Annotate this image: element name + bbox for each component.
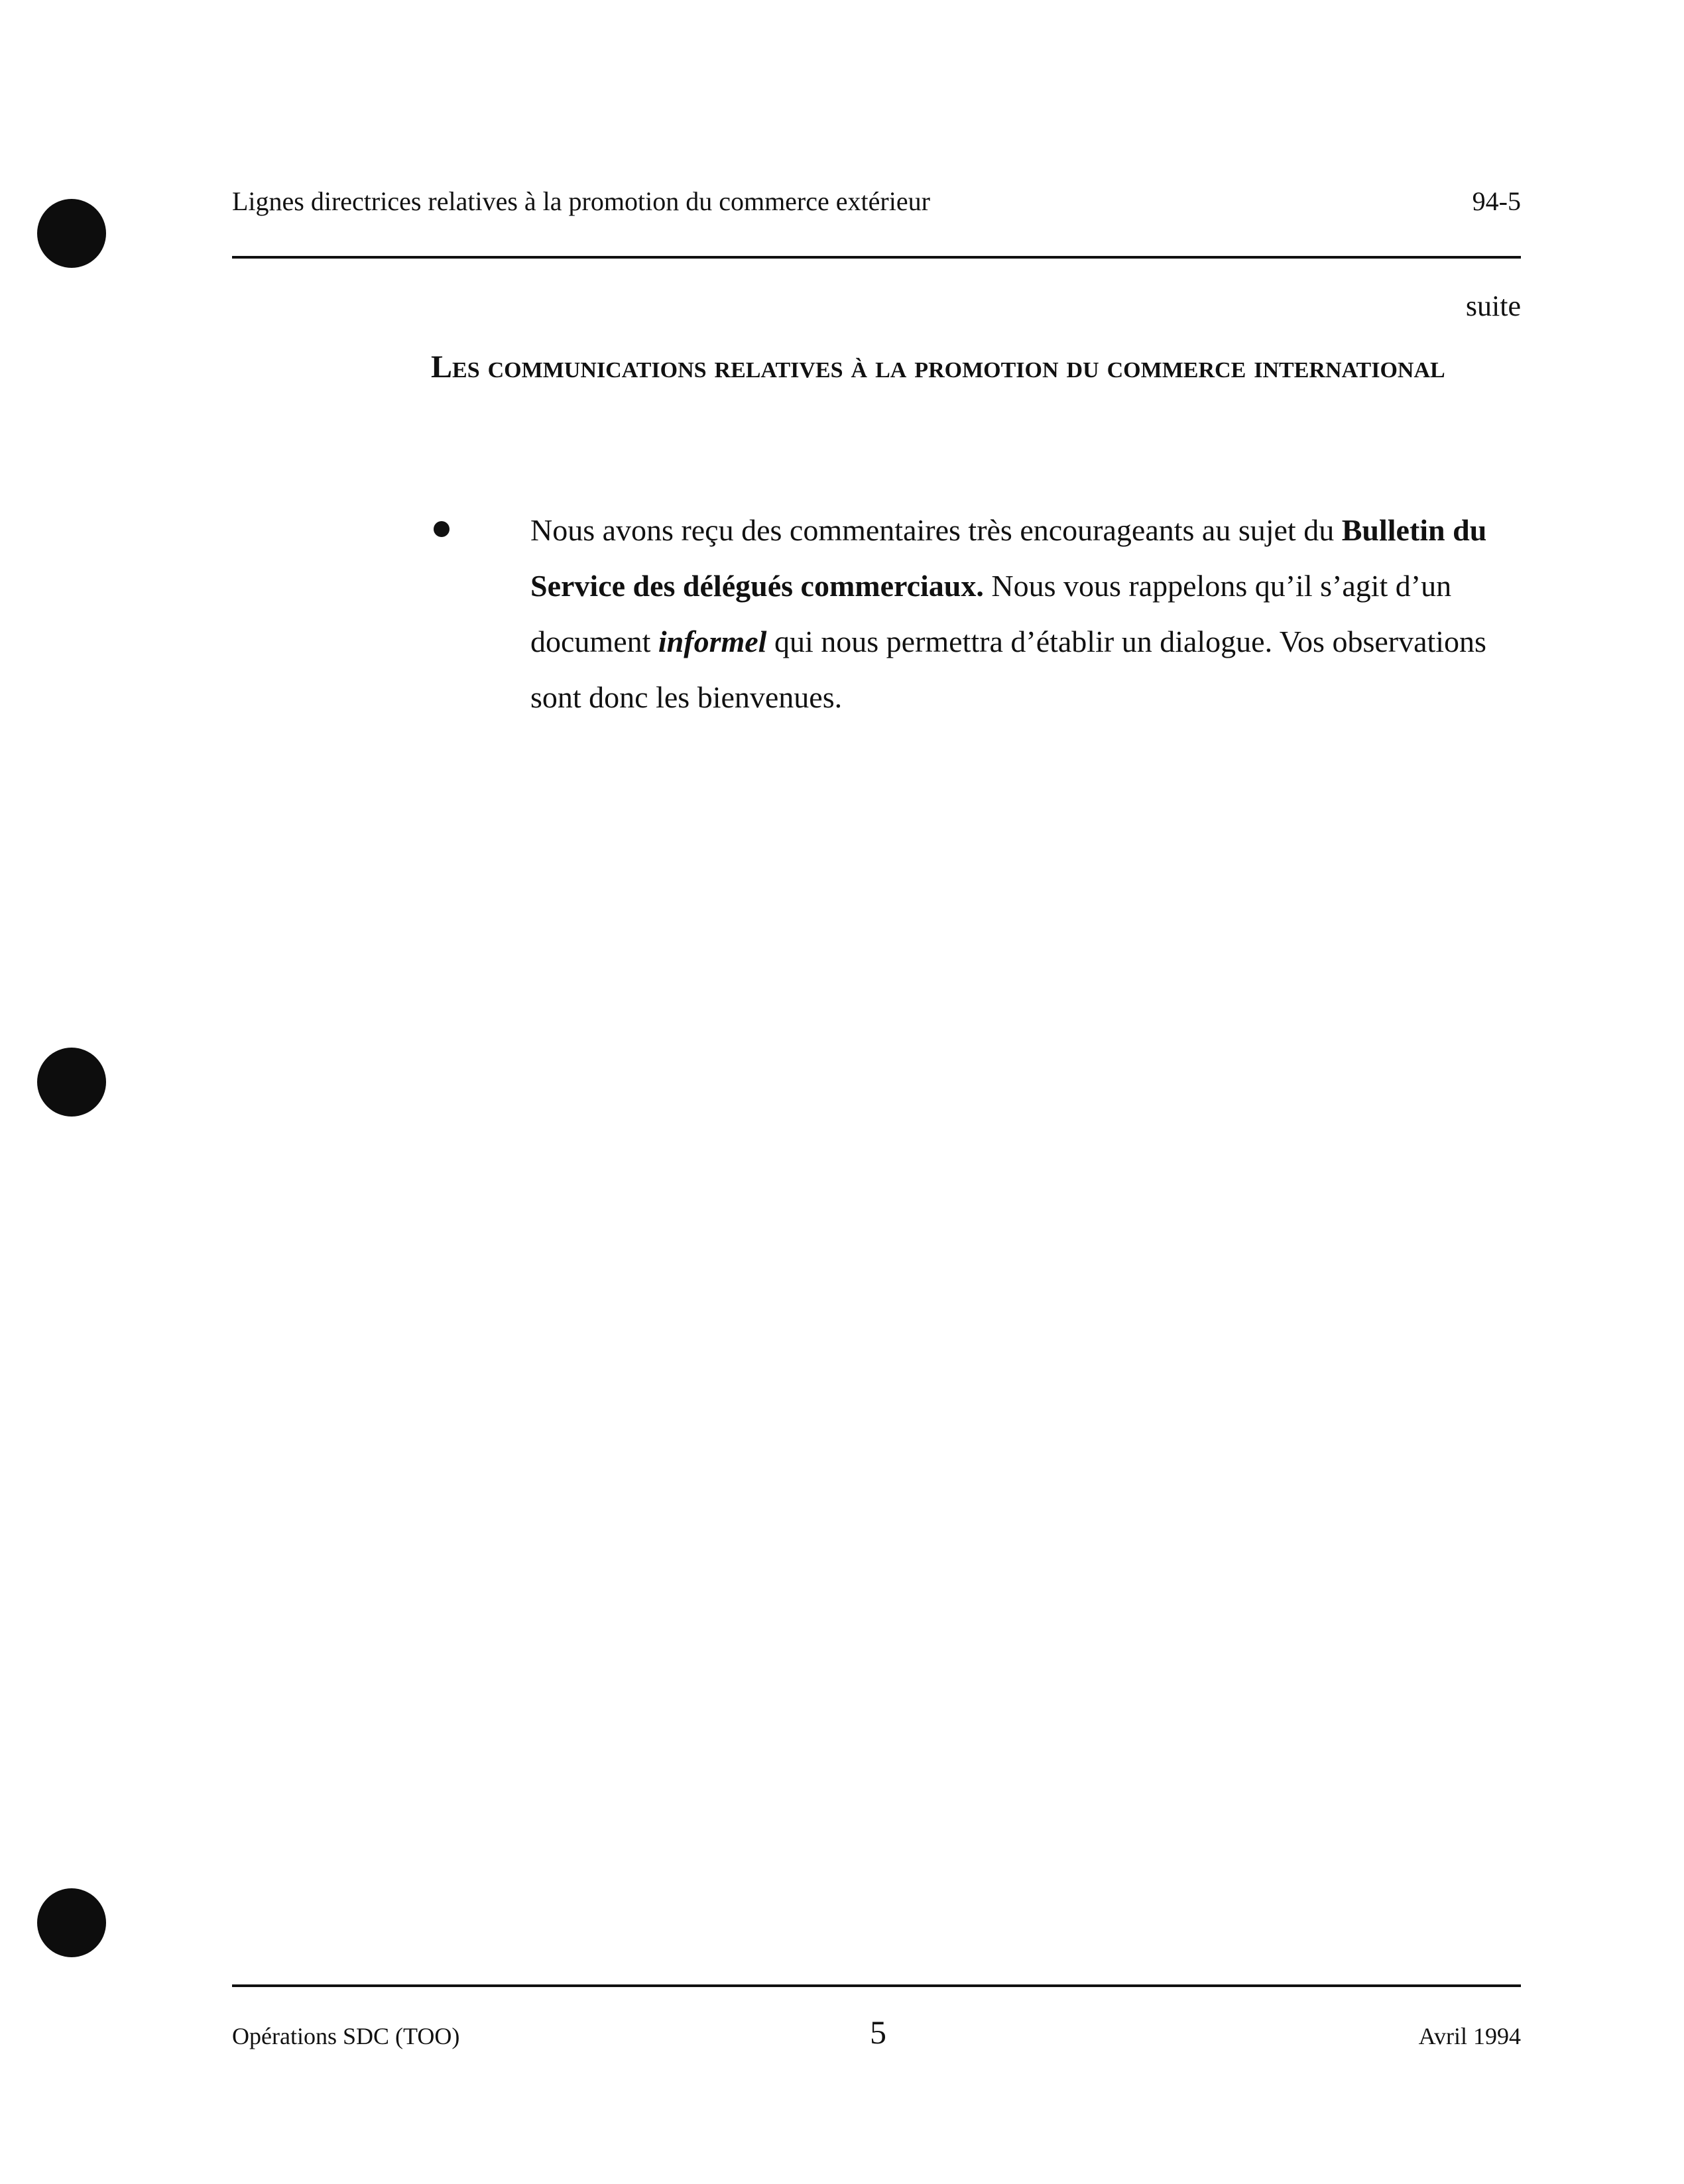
footer-department: Opérations SDC (TOO) <box>232 2023 460 2049</box>
footer-page-number: 5 <box>870 2014 886 2051</box>
continued-label: suite <box>1465 290 1521 322</box>
header-rule <box>232 256 1521 259</box>
punch-hole-bottom <box>37 1888 106 1957</box>
bulletin-title: Bulletin du Service des délégués commerciaux. <box>530 513 1487 603</box>
bullet-text-part-1: Nous avons reçu des commentaires très encourageants au sujet du <box>530 513 1342 547</box>
running-header-number: 94-5 <box>1472 186 1521 216</box>
bullet-paragraph <box>530 503 1532 725</box>
footer-date: Avril 1994 <box>1418 2023 1521 2049</box>
bullet-icon <box>434 521 450 537</box>
punch-hole-top <box>37 199 106 268</box>
bullet-text-part-2: Nous vous rappelons qu’il s’agit d’un document <box>530 569 1452 658</box>
section-heading: Les communications relatives à la promotion du commerce international <box>431 349 1445 385</box>
bullet-text-part-3: qui nous permettra d’établir un dialogue. Vos observations sont donc les bienvenues. <box>530 625 1486 714</box>
footer-rule <box>232 1984 1521 1987</box>
emphasis-informel: informel <box>658 625 767 658</box>
running-header-title: Lignes directrices relatives à la promotion du commerce extérieur <box>232 186 930 216</box>
punch-hole-middle <box>37 1048 106 1117</box>
